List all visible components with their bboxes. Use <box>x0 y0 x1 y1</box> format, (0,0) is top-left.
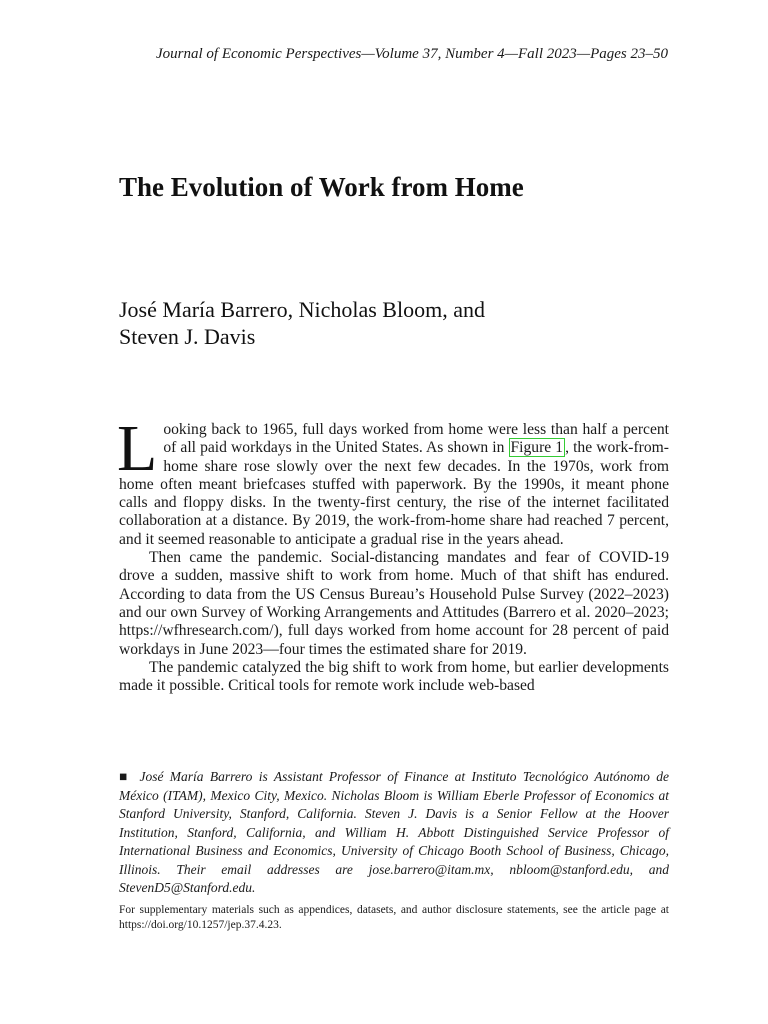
article-body <box>117 412 669 695</box>
figure-1-link[interactable]: Figure 1 <box>510 439 564 457</box>
running-head: Journal of Economic Perspectives—Volume 37, Number 4—Fall 2023—Pages 23–50 <box>155 46 668 62</box>
drop-cap: L <box>117 412 158 485</box>
authors-line-1: José María Barrero, Nicholas Bloom, and <box>119 297 485 322</box>
footnote-text: José María Barrero is Assistant Professor of Finance at Instituto Tecnológico Autónomo de México (ITAM), Mexico City, Mexico. Nicholas Bloom is William Eberle Professor of Economics at Stanford University, Stanford, California. Steven J. Davis is a Senior Fellow at the Hoover Institution, Stanford, California, and William H. Abbott Distinguished Service Professor of International Business and Economics, University of Chicago Booth School of Business, Chicago, Illinois. Their email addresses are jose.barrero@itam.mx, nbloom@stanford.edu, and StevenD5@Stanford.edu. <box>119 769 670 895</box>
supplementary-note: For supplementary materials such as appendices, datasets, and author disclosure statements, see the article page at https://doi.org/10.1257/jep.37.4.23. <box>119 904 669 931</box>
author-list <box>119 296 485 350</box>
footnote-square-marker: ■ <box>119 769 131 784</box>
paragraph-1-end: , the work-from-home share rose slowly over the next few decades. In the 1970s, work from home often meant briefcases stuffed with paperwork. By the 1990s, it meant phone calls and floppy disks. In the twenty-first century, the rise of the internet facilitated collaboration at a distance. By 2019, the work-from-home share had reached 7 percent, and it seemed reasonable to anticipate a gradual rise in the years ahead. <box>119 439 669 548</box>
article-title: The Evolution of Work from Home <box>119 172 524 202</box>
authors-line-2: Steven J. Davis <box>119 324 256 349</box>
paragraph-1 <box>117 412 669 549</box>
paragraph-3: The pandemic catalyzed the big shift to work from home, but earlier developments made it possible. Critical tools for remote work include web-based <box>119 658 669 695</box>
paragraph-1-start: ooking back to 1965, full days worked from home were less than half a percent of all paid workdays in the United States. As shown in <box>163 421 669 457</box>
author-footnote <box>119 768 669 898</box>
paragraph-2: Then came the pandemic. Social-distancing mandates and fear of COVID-19 drove a sudden, massive shift to work from home. Much of that shift has endured. According to data from the US Census Bureau’s Household Pulse Survey (2022–2023) and our own Survey of Working Arrangements and Attitudes (Barrero et al. 2020–2023; https://wfhresearch.com/), full days worked from home account for 28 percent of paid workdays in June 2023—four times the estimated share for 2019. <box>119 549 669 658</box>
